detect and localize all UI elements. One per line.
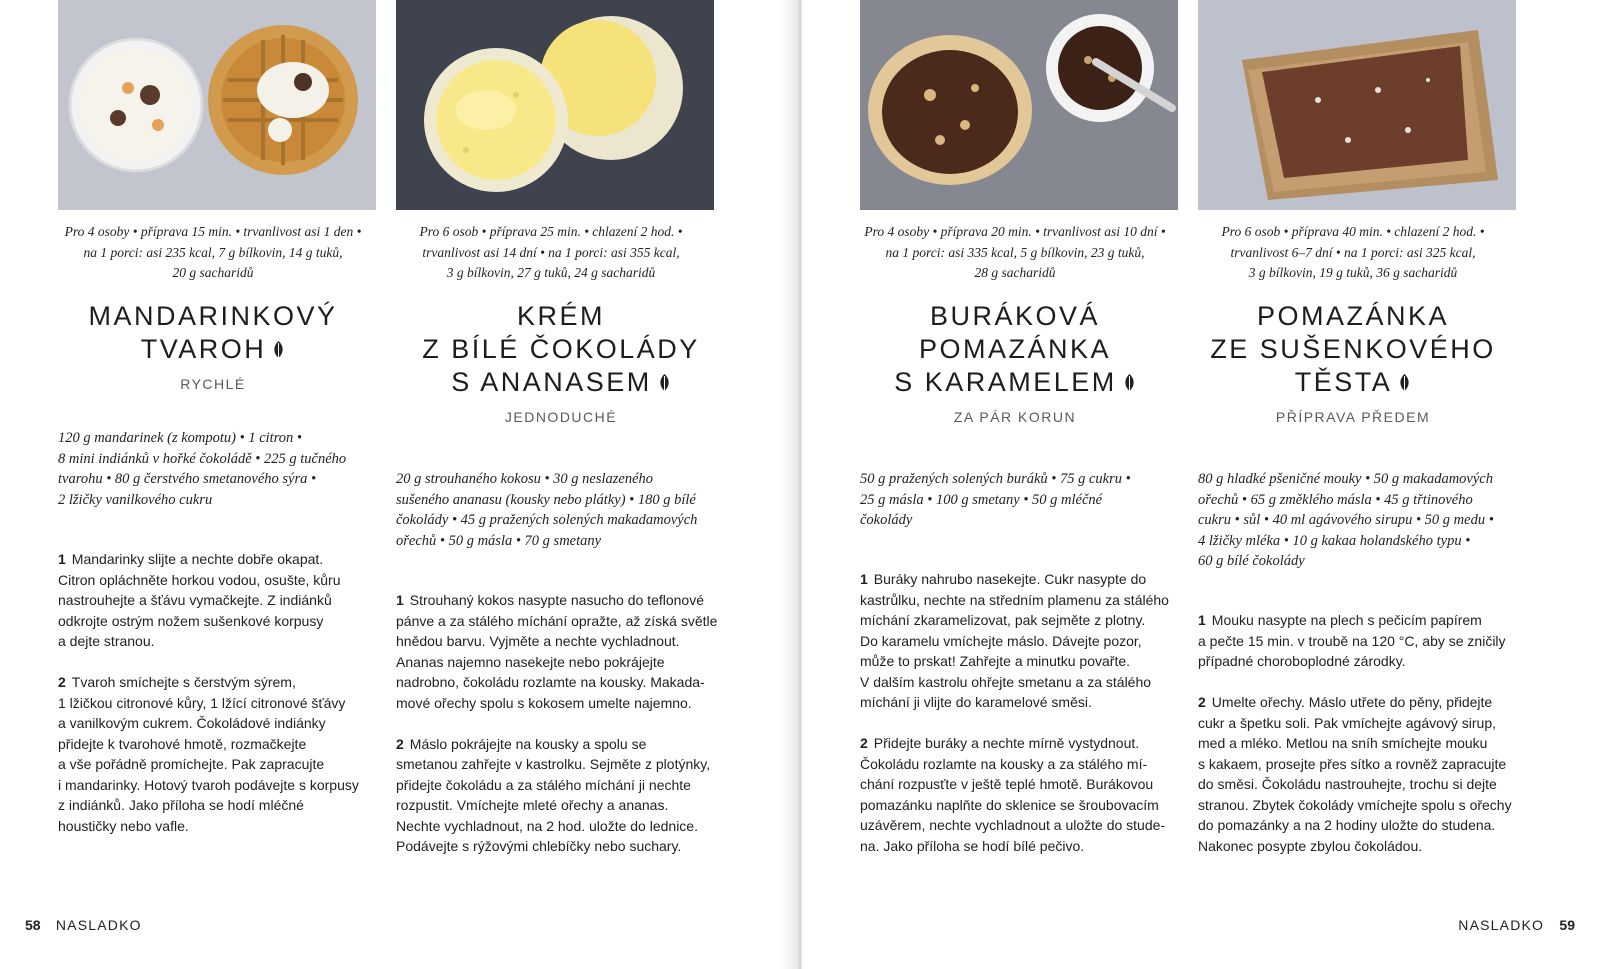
step [1198, 692, 1528, 856]
title-line-with-leaf [396, 366, 726, 399]
right-page [802, 0, 1600, 969]
ingredient-line: ořechů • 65 g změklého másla • 45 g třtinového [1198, 491, 1473, 508]
meta-line: Pro 6 osob • příprava 40 min. • chlazení 2 hod. • [1221, 224, 1485, 239]
step-line: Citron opláchněte horkou vodou, osušte, kůru [58, 571, 341, 588]
step-line: Máslo pokrájejte na kousky a spolu se [409, 735, 647, 752]
step-number: 1 [860, 571, 868, 587]
step-number: 1 [58, 551, 66, 567]
recipe-tag: RYCHLÉ [180, 376, 246, 392]
page-footer [1458, 917, 1575, 933]
left-page [0, 0, 798, 969]
ingredient-line: 8 mini indiánků v hořké čokoládě • 225 g tučného [58, 450, 347, 467]
meta-line: 28 g sacharidů [974, 265, 1056, 280]
title-line: MANDARINKOVÝ [88, 301, 338, 331]
step-line: přidejte k tvarohové hmotě, rozmačkejte [58, 735, 307, 752]
section-name: NASLADKO [1458, 917, 1545, 933]
step-line: Čokoládu rozlamte na kousky a za stálého mí- [860, 755, 1148, 772]
step-line: míchání ji vlijte do karamelové směsi. [860, 694, 1092, 710]
step-line: Buráky nahrubo nasekejte. Cukr nasypte do [873, 571, 1147, 587]
recipe-meta [386, 222, 716, 284]
step-number: 2 [860, 735, 868, 751]
step-line: houstičky nebo vafle. [58, 817, 189, 834]
step-line: Nakonec posypte zbylou čokoládou. [1198, 837, 1423, 854]
step-number: 1 [1198, 612, 1206, 628]
ingredient-line: 25 g másla • 100 g smetany • 50 g mléčné [860, 491, 1103, 508]
recipe-steps [396, 590, 726, 877]
step-line: do směsi. Čokoládu nastrouhejte, trochu si dejte [1198, 776, 1497, 792]
step-line: nadrobno, čokoládu rozlamte na kousky. Makada- [396, 674, 705, 690]
page-footer [25, 917, 142, 933]
white-chocolate-cream-image [396, 0, 714, 210]
ingredient-line: čokolády • 45 g pražených solených makadamových [396, 512, 698, 528]
step-line: 1 lžičkou citronové kůry, 1 lžící citronové šťávy [58, 694, 346, 711]
meta-line: Pro 4 osoby • příprava 15 min. • trvanlivost asi 1 den • [64, 224, 362, 239]
step [396, 590, 726, 713]
ingredient-line: 20 g strouhaného kokosu • 30 g neslazeného [396, 471, 654, 487]
step-line: přidejte čokoládu a za stálého míchání ji nechte [396, 776, 691, 793]
step-line: Nechte vychladnout, na 2 hod. uložte do lednice. [396, 817, 698, 834]
step-line: Strouhaný kokos nasypte nasucho do teflonové [409, 592, 704, 608]
peanut-caramel-spread-image [860, 0, 1178, 210]
recipe-steps [1198, 610, 1528, 877]
photo-white-chocolate-cream [396, 0, 714, 210]
step-number: 2 [396, 735, 404, 752]
step-line: odkrojte ostrým nožem sušenkové korpusy [58, 612, 324, 629]
step-line: med a mléko. Metlou na sníh smíchejte mouku [1198, 735, 1488, 751]
title-line-with-leaf [1188, 366, 1518, 399]
ingredient-line: 4 lžičky mléka • 10 g kakaa holandského typu • [1198, 532, 1471, 549]
ingredients [860, 469, 1190, 531]
meta-line: na 1 porci: asi 235 kcal, 7 g bílkovin, 14 g tuků, [83, 244, 343, 260]
step [1198, 610, 1528, 672]
recipe-title [850, 300, 1180, 399]
step-line: hnědou barvu. Vyjměte a nechte vychladnout. [396, 633, 680, 649]
vegetarian-leaf-icon [272, 340, 285, 360]
title-line: S KARAMELEM [894, 367, 1117, 397]
step-line: Tvaroh smíchejte s čerstvým sýrem, [71, 674, 296, 690]
meta-line: 3 g bílkovin, 27 g tuků, 24 g sacharidů [446, 265, 656, 280]
title-line: POMAZÁNKA [918, 334, 1112, 364]
recipe-tag: JEDNODUCHÉ [504, 409, 618, 425]
step [396, 734, 726, 857]
title-line: Z BÍLÉ ČOKOLÁDY [422, 334, 700, 364]
step-line: Přidejte buráky a nechte mírně vystydnout. [873, 735, 1140, 751]
meta-line: trvanlivost asi 14 dní • na 1 porci: asi 355 kcal, [422, 244, 680, 260]
step-line: pomazánku naplňte do sklenice se šroubovacím [860, 796, 1159, 813]
step-line: do pomazánky a na 2 hodiny uložte do studena. [1198, 817, 1496, 833]
step-line: V dalším kastrolu ohřejte smetanu a za stálého [860, 673, 1152, 690]
recipe-meta [850, 222, 1180, 284]
meta-line: Pro 4 osoby • příprava 20 min. • trvanlivost asi 10 dní • [864, 224, 1166, 239]
step-number: 2 [1198, 694, 1206, 710]
vegetarian-leaf-icon [1123, 373, 1136, 393]
step-line: Do karamelu vmíchejte máslo. Dávejte pozor, [860, 632, 1142, 649]
step-line: uzávěrem, nechte vychladnout a uložte do stude- [860, 817, 1166, 833]
ingredient-line: 2 lžičky vanilkového cukru [58, 491, 213, 508]
recipe-meta [1188, 222, 1518, 284]
title-line: BURÁKOVÁ [929, 301, 1101, 331]
meta-line: na 1 porci: asi 335 kcal, 5 g bílkovin, 23 g tuků, [885, 244, 1145, 260]
ingredients [1198, 469, 1528, 572]
recipe-meta [48, 222, 378, 284]
recipe-tag: PŘÍPRAVA PŘEDEM [1275, 409, 1431, 425]
step-line: a dejte stranou. [58, 633, 155, 649]
step-line: Umelte ořechy. Máslo utřete do pěny, přidejte [1211, 694, 1493, 710]
step-line: s kakaem, prosejte přes sítko a rovněž zapracujte [1198, 755, 1507, 772]
step-line: Mandarinky slijte a nechte dobře okapat. [71, 551, 324, 567]
ingredients [58, 428, 388, 510]
ingredient-line: ořechů • 50 g másla • 70 g smetany [396, 532, 602, 549]
title-line-with-leaf [48, 333, 378, 366]
title-line: POMAZÁNKA [1256, 301, 1450, 331]
step-line: smetanou zahřejte v kastrolku. Sejměte z plotýnky, [396, 756, 711, 772]
step [58, 672, 388, 836]
step-line: rozpustit. Vmíchejte mleté ořechy a ananas. [396, 797, 669, 813]
ingredient-line: 60 g bílé čokolády [1198, 553, 1305, 569]
recipe-title [1188, 300, 1518, 399]
step-line: Podávejte s rýžovými chlebíčky nebo suchary. [396, 838, 682, 854]
ingredient-line: 120 g mandarinek (z kompotu) • 1 citron • [58, 430, 303, 446]
photo-cookie-dough-spread [1198, 0, 1516, 210]
title-line: TĚSTA [1294, 367, 1393, 397]
step-number: 2 [58, 674, 66, 690]
step-line: na. Jako příloha se hodí bílé pečivo. [860, 837, 1085, 854]
ingredients [396, 469, 726, 551]
step-line: nastrouhejte a šťávu vymačkejte. Z indiánků [58, 592, 332, 608]
vegetarian-leaf-icon [658, 373, 671, 393]
step-line: mové ořechy spolu s kokosem umelte najemno. [396, 694, 692, 711]
title-line: S ANANASEM [451, 367, 652, 397]
meta-line: 20 g sacharidů [172, 265, 254, 280]
step-line: a vanilkovým cukrem. Čokoládové indiánky [58, 715, 326, 731]
meta-line: 3 g bílkovin, 19 g tuků, 36 g sacharidů [1248, 265, 1458, 280]
step-line: i mandarinky. Hotový tvaroh podávejte s korpusy [58, 776, 359, 793]
recipe-tag: ZA PÁR KORUN [953, 409, 1077, 425]
title-line: TVAROH [140, 334, 267, 364]
step-line: Ananas najemno nasekejte nebo pokrájejte [396, 653, 665, 670]
step-line: chání rozpusťte v ještě teplé hmotě. Burákovou [860, 776, 1154, 792]
step [860, 733, 1190, 856]
photo-peanut-caramel-spread [860, 0, 1178, 210]
section-name: NASLADKO [55, 917, 142, 933]
step-line: a vše pořádně promíchejte. Pak zapracujte [58, 756, 325, 772]
step-line: kastrůlku, nechte na středním plamenu za stálého [860, 591, 1169, 608]
step-line: a pečte 15 min. v troubě na 120 °C, aby se zničily [1198, 632, 1506, 649]
title-line: KRÉM [516, 301, 605, 331]
step-line: může to prskat! Zahřejte a minutku povařte. [860, 653, 1131, 669]
mandarin-curd-image [58, 0, 376, 210]
vegetarian-leaf-icon [1398, 373, 1411, 393]
recipe-steps [860, 569, 1190, 877]
page-number: 58 [25, 917, 41, 933]
ingredient-line: 50 g pražených solených buráků • 75 g cukru • [860, 471, 1131, 487]
recipe-title [396, 300, 726, 399]
meta-line: trvanlivost 6–7 dní • na 1 porci: asi 325 kcal, [1230, 244, 1476, 260]
title-line-with-leaf [850, 366, 1180, 399]
step [58, 549, 388, 652]
ingredient-line: tvarohu • 80 g čerstvého smetanového sýra • [58, 471, 317, 487]
meta-line: Pro 6 osob • příprava 25 min. • chlazení 2 hod. • [419, 224, 683, 239]
step-line: míchání zkaramelizovat, pak sejměte z plotny. [860, 612, 1146, 628]
cookie-dough-spread-image [1198, 0, 1516, 210]
step-line: případné choroboplodné zárodky. [1198, 653, 1406, 669]
page-number: 59 [1559, 917, 1575, 933]
ingredient-line: čokolády [860, 512, 913, 528]
ingredient-line: 80 g hladké pšeničné mouky • 50 g makadamových [1198, 471, 1493, 487]
step [860, 569, 1190, 713]
step-line: Mouku nasypte na plech s pečicím papírem [1211, 612, 1482, 628]
recipe-title [48, 300, 378, 366]
step-line: cukr a špetku soli. Pak vmíchejte agávový sirup, [1198, 714, 1497, 731]
title-line: ZE SUŠENKOVÉHO [1210, 334, 1496, 364]
step-line: z indiánků. Jako příloha se hodí mléčné [58, 797, 304, 813]
step-line: pánve a za stálého míchání opražte, až získá světle [396, 612, 718, 629]
step-number: 1 [396, 592, 404, 608]
photo-mandarin-curd [58, 0, 376, 210]
recipe-steps [58, 549, 388, 857]
ingredient-line: cukru • sůl • 40 ml agávového sirupu • 50 g medu • [1198, 512, 1494, 528]
ingredient-line: sušeného ananasu (kousky nebo plátky) • 180 g bílé [396, 491, 696, 508]
step-line: stranou. Zbytek čokolády vmíchejte spolu s ořechy [1198, 796, 1512, 813]
